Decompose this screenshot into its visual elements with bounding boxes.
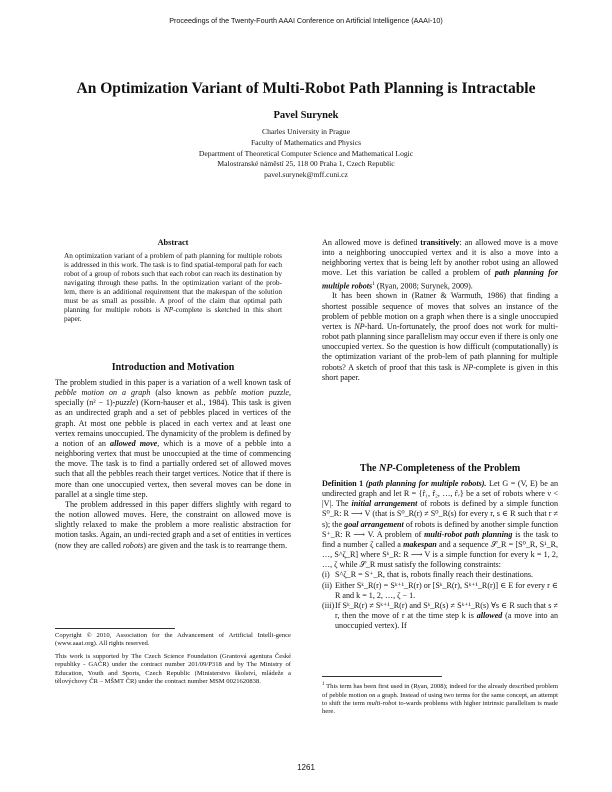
constraint-item	[322, 570, 558, 580]
text-bold-italic: multi-robot path planning	[424, 529, 513, 539]
footnote-number: 1	[322, 682, 325, 687]
text-bold-italic: makespan	[403, 539, 437, 549]
footnote-italic: multi-robot	[366, 700, 397, 707]
right-paragraph-1	[322, 238, 558, 291]
section-heading	[322, 463, 558, 474]
text-run: -hard. Un-fortunately, the proof does not work for multi-robot path planning since parallelism may occur even if there is only one unoccupied vertex. So the question is how difficult (computationally) is the optimization variant of the prob-lem of path planning for multiple robots? A sketch of proof that this task is	[322, 321, 558, 372]
affiliation-line: Charles University in Prague	[262, 127, 350, 136]
left-footnotes	[55, 632, 291, 690]
text-italic: pebble motion puzzle	[214, 388, 289, 398]
text-run: of robots is defined by another simple function S⁺_R: R ⟶ V. A problem of	[322, 519, 559, 539]
text-run: and a sequence 𝒮_R = [S⁰_R, S¹_R, …, S^ζ_R] where Sᵏ_R: R ⟶ V is a simple function for every k = 1, 2, …, ζ while 𝒮_R must satisfy the following constraints:	[322, 539, 558, 570]
text-run: , which is a move of a pebble into a neighboring vertex that must be unoccupied at the time of commencing the move. The task is to find a partially ordered set of allowed moves such that all the pebbles reach their target vertices. Notice that if there is more than one unoccupied vertex, then several moves can be done in parallel at a single time step.	[55, 438, 291, 499]
text-run: It has been shown in (Ratner & Warmuth, 1986) that finding a shortest possible sequence of moves that solves an instance of the problem of pebble motion on a graph when there is a single unoccupied vertex is	[322, 291, 558, 331]
constraint-text: Either Sᵏ_R(r) = Sᵏ⁺¹_R(r) or [Sᵏ_R(r), Sᵏ⁺¹_R(r)] ∈ E for every r ∈ R and k = 1, 2, …, ζ − 1.	[335, 580, 558, 600]
text-run: An allowed move is defined	[322, 238, 421, 247]
text-run: of robots is defined by a simple function S⁰_R: R ⟶ V (that is S⁰_R(r) ≠ S⁰_R(s) for every r, s ∈ R such that r ≠ s); the	[322, 499, 559, 529]
footnote-text: This term has been first used in (Ryan, 2008); indeed for the already described problem of pebble motion on a graph. Instead of using two terms for the same concept, an attempt to shift the term	[322, 683, 558, 707]
page-number: 1261	[297, 763, 315, 772]
proceedings-header: Proceedings of the Twenty-Fourth AAAI Conference on Artificial Intelligence (AAAI-10)	[169, 16, 443, 25]
affiliation-line: Malostranské náměstí 25, 118 00 Praha 1, Czech Republic	[217, 159, 395, 169]
constraint-text: (a move into an unoccupied vertex). If	[335, 611, 558, 631]
definition-text	[322, 479, 558, 570]
heading-italic: NP	[378, 463, 393, 474]
text-run: Let G = (V, E) be an undirected graph and let R = {r̂₁, r̂₂, …, r̂ᵥ} be a set of robots where ν < |V|. The	[322, 479, 558, 509]
footnote-1	[322, 681, 558, 721]
text-italic: robots	[122, 540, 144, 550]
text-italic: NP	[462, 362, 474, 372]
paper-title: An Optimization Variant of Multi-Robot Path Planning is Intractable	[76, 80, 536, 97]
text-run: (Ryan, 2008; Surynek, 2009).	[374, 281, 473, 291]
footnote-marker: 1	[372, 280, 375, 287]
text-italic: NP	[354, 321, 365, 331]
text-bold-italic: allowed move	[110, 438, 158, 448]
text-bold: transitively	[420, 238, 460, 247]
constraint-label: (i)	[322, 570, 330, 580]
abstract-heading: Abstract	[157, 238, 189, 247]
affiliation-block	[0, 127, 612, 181]
footnote-divider	[322, 676, 442, 677]
text-run: : an allowed move is a move into a neighboring unoccupied vertex and it is also a move into a neighboring vertex that is being left by another robot using an allowed move. Let this variation be called a problem of	[322, 238, 559, 278]
abstract-np: NP	[163, 305, 174, 314]
author-email: pavel.surynek@mff.cuni.cz	[264, 170, 348, 180]
text-bold-italic: initial arrangement	[351, 499, 418, 509]
text-run: -complete is given in this short paper.	[322, 362, 558, 382]
abstract-text-part: An optimization variant of a problem of path planning for multiple robots is addressed in this work. The task is to find spatial-temporal path for each robot of a group of robots such that each robot can reach its destination by navigating through these paths. In the optimization variant of the prob-lem, there is an additional requirement that the makespan of the solution must be as small as possible. A proof of the claim that optimal path planning for multiple robots is	[64, 251, 282, 314]
math-expression: (n² − 1)	[86, 398, 113, 408]
right-paragraph-2	[322, 291, 558, 382]
right-body	[322, 238, 558, 383]
footnote-divider	[55, 628, 175, 629]
definition-label: Definition 1	[322, 479, 364, 488]
text-italic: pebble motion on a graph	[55, 388, 151, 398]
definition-block	[322, 479, 558, 631]
text-bold-italic: allowed	[476, 611, 503, 621]
intro-paragraph-1	[55, 378, 291, 500]
intro-heading: Introduction and Motivation	[111, 362, 235, 373]
heading-part: The	[359, 463, 379, 474]
constraint-label: (iii)	[322, 600, 335, 610]
heading-part: -Completeness of the Problem	[392, 463, 521, 474]
author-name: Pavel Surynek	[273, 110, 339, 121]
text-run: is the task to find a number ζ called a	[322, 529, 559, 549]
constraint-item	[322, 581, 558, 601]
text-run: (also known as	[150, 388, 215, 398]
funding-note: This work is supported by The Czech Science Foundation (Grantová agentura České republiky - GAČR) under the contract number 201/09/P318 and by The Ministry of Education, Youth and Sports, Czech Republic (Ministerstvo školství, mládeže a tělovýchovy ČR – MŠMT ČR) under the contract number MSM 0021620838.	[55, 652, 291, 686]
intro-body	[55, 378, 291, 551]
text-bold-italic: goal arrangement	[344, 519, 404, 529]
definition-name: (path planning for multiple robots).	[365, 479, 487, 488]
constraint-item	[322, 601, 558, 631]
text-run: The problem addressed in this paper differs slightly with regard to the notion allowed moves. Here, the constraint on allowed move is slightly relaxed to make the problem a more realistic abstraction for motion tasks. Again, an undi-rected graph and a set of entities in vertices (now they are called	[55, 499, 291, 550]
constraint-text: S^ζ_R = S⁺_R, that is, robots finally reach their destinations.	[335, 570, 534, 580]
affiliation-line: Department of Theoretical Computer Science and Mathematical Logic	[198, 148, 414, 158]
text-run: , specially	[55, 388, 291, 408]
footnote-text: to-wards problems with higher intrinsic parallelism is made here.	[322, 700, 558, 716]
text-run: ) (Korn-hauser et al., 1984). This task is given as an undirected graph and a set of pebbles placed in vertices of the graph. At most one pebble is placed in each vertex and at least one vertex remains unoccupied. The dynamicity of the problem is defined by a notion of an	[55, 398, 292, 448]
intro-paragraph-2	[55, 500, 291, 551]
copyright-note: Copyright © 2010, Association for the Advancement of Artificial Intelli-gence (www.aaai.org). All rights reserved.	[55, 632, 291, 648]
constraint-text: If Sᵏ_R(r) ≠ Sᵏ⁺¹_R(r) and Sᵏ_R(s) ≠ Sᵏ⁺¹_R(s) ∀s ∈ R such that s ≠ r, then the move of r at the time step k is	[335, 600, 558, 621]
text-run: ) are given and the task is to rearrange them.	[143, 540, 288, 550]
text-run: The problem studied in this paper is a variation of a well known task of	[55, 378, 291, 387]
abstract-text	[64, 251, 282, 323]
abstract-text-part: -complete is sketched in this short paper.	[64, 305, 282, 323]
text-italic: -puzzle	[112, 398, 136, 408]
affiliation-line: Faculty of Mathematics and Physics	[250, 137, 362, 147]
text-bold-italic: path planning for multiple robots	[322, 268, 558, 291]
constraint-label: (ii)	[322, 580, 332, 590]
